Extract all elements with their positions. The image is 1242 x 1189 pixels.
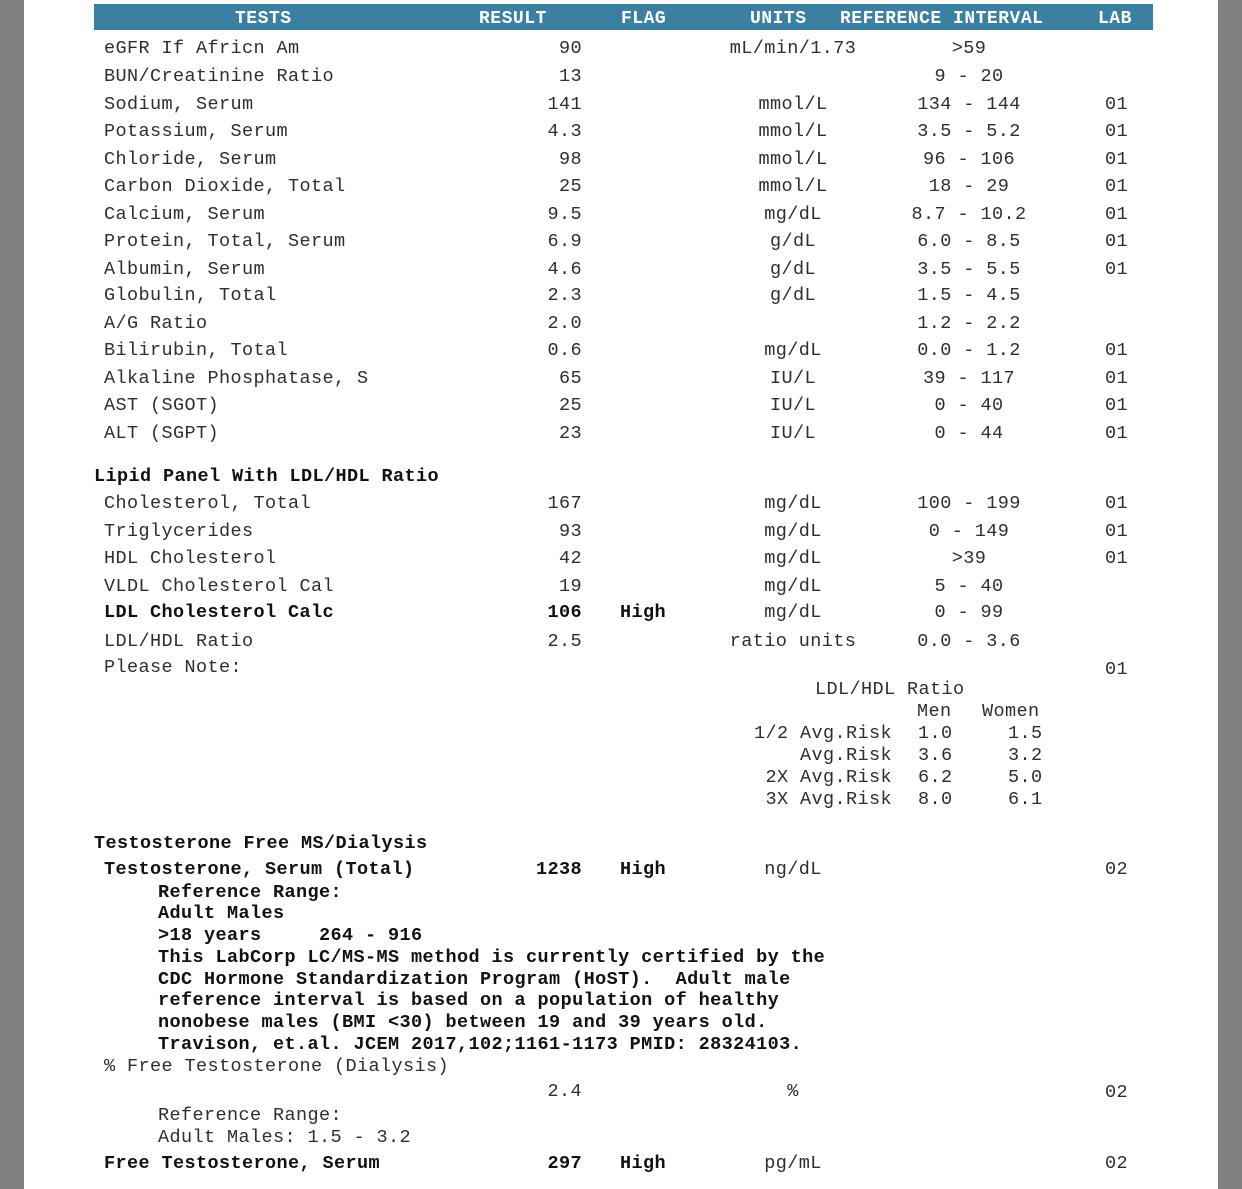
test-reference-interval: 0 - 40 <box>934 395 1004 416</box>
test-lab: 01 <box>1105 395 1129 416</box>
free-testosterone-result: 297 <box>547 1153 582 1174</box>
free-testosterone-flag: High <box>620 1153 667 1174</box>
please-note-lab: 01 <box>1105 659 1129 680</box>
test-name: AST (SGOT) <box>104 395 220 416</box>
test-reference-interval: 18 - 29 <box>928 176 1010 197</box>
test-name: HDL Cholesterol <box>104 548 277 569</box>
test-lab: 01 <box>1105 493 1129 514</box>
header-units: UNITS <box>750 9 807 29</box>
test-reference-interval: >59 <box>951 38 987 59</box>
table-header <box>94 4 1153 30</box>
test-lab: 01 <box>1105 521 1129 542</box>
test-result: 4.3 <box>547 121 582 142</box>
testosterone-serum-name: Testosterone, Serum (Total) <box>104 859 415 880</box>
test-lab: 01 <box>1105 204 1129 225</box>
test-lab: 01 <box>1105 231 1129 252</box>
test-reference-interval: 5 - 40 <box>934 576 1004 597</box>
test-units: mmol/L <box>758 94 828 115</box>
ratio-col-men: Men <box>917 701 952 722</box>
test-reference-interval: 3.5 - 5.2 <box>917 121 1021 142</box>
test-result: 13 <box>558 66 582 87</box>
test-lab: 01 <box>1105 548 1129 569</box>
test-units: mL/min/1.73 <box>729 38 857 59</box>
test-lab: 01 <box>1105 423 1129 444</box>
test-name: A/G Ratio <box>104 313 208 334</box>
test-reference-interval: 3.5 - 5.5 <box>917 259 1021 280</box>
testosterone-note-line: reference interval is based on a population of healthy <box>158 990 780 1011</box>
test-units: mg/dL <box>764 204 822 225</box>
test-name: Globulin, Total <box>104 285 277 306</box>
free-testosterone-lab: 02 <box>1105 1153 1129 1174</box>
test-units: g/dL <box>769 231 816 252</box>
test-name: VLDL Cholesterol Cal <box>104 576 335 597</box>
free-testosterone-name: Free Testosterone, Serum <box>104 1153 381 1174</box>
test-units: IU/L <box>769 368 816 389</box>
test-result: 2.3 <box>547 285 582 306</box>
header-lab: LAB <box>1098 9 1132 29</box>
test-result: 90 <box>558 38 582 59</box>
test-lab: 01 <box>1105 368 1129 389</box>
testosterone-note-line: Travison, et.al. JCEM 2017,102;1161-1173 PMID: 28324103. <box>158 1034 803 1055</box>
test-lab: 01 <box>1105 259 1129 280</box>
test-lab: 01 <box>1105 121 1129 142</box>
test-result: 2.0 <box>547 313 582 334</box>
test-name: Protein, Total, Serum <box>104 231 346 252</box>
test-reference-interval: 1.2 - 2.2 <box>917 313 1021 334</box>
test-result: 2.5 <box>547 631 582 652</box>
risk-women: 3.2 <box>1008 745 1043 766</box>
test-name: Calcium, Serum <box>104 204 266 225</box>
test-reference-interval: 134 - 144 <box>917 94 1021 115</box>
test-reference-interval: >39 <box>951 548 987 569</box>
test-reference-interval: 6.0 - 8.5 <box>917 231 1021 252</box>
test-result: 93 <box>558 521 582 542</box>
test-result: 19 <box>558 576 582 597</box>
test-name: Sodium, Serum <box>104 94 254 115</box>
testosterone-serum-lab: 02 <box>1105 859 1129 880</box>
test-reference-interval: 0 - 99 <box>934 602 1004 623</box>
test-reference-interval: 0 - 44 <box>934 423 1004 444</box>
test-lab: 01 <box>1105 340 1129 361</box>
test-units: ratio units <box>729 631 857 652</box>
test-name: Cholesterol, Total <box>104 493 312 514</box>
testosterone-note-line: >18 years 264 - 916 <box>158 925 423 946</box>
testosterone-note-line: Reference Range: <box>158 882 343 903</box>
pct-free-note-line: Reference Range: <box>158 1105 343 1126</box>
test-name: BUN/Creatinine Ratio <box>104 66 335 87</box>
free-testosterone-units: pg/mL <box>764 1153 822 1174</box>
test-lab: 01 <box>1105 149 1129 170</box>
risk-men: 1.0 <box>918 723 953 744</box>
test-result: 98 <box>558 149 582 170</box>
test-name: LDL Cholesterol Calc <box>104 602 335 623</box>
pct-free-note-line: Adult Males: 1.5 - 3.2 <box>158 1127 412 1148</box>
test-result: 4.6 <box>547 259 582 280</box>
test-units: mmol/L <box>758 149 828 170</box>
risk-label: Avg.Risk <box>799 745 892 766</box>
testosterone-note-line: This LabCorp LC/MS-MS method is currently certified by the <box>158 947 826 968</box>
test-reference-interval: 0.0 - 1.2 <box>917 340 1021 361</box>
test-name: eGFR If Africn Am <box>104 38 300 59</box>
test-units: mg/dL <box>764 521 822 542</box>
ratio-col-women: Women <box>982 701 1040 722</box>
pct-free-result: 2.4 <box>547 1081 582 1102</box>
test-result: 25 <box>558 395 582 416</box>
test-reference-interval: 39 - 117 <box>922 368 1015 389</box>
test-units: mg/dL <box>764 548 822 569</box>
test-result: 65 <box>558 368 582 389</box>
test-reference-interval: 9 - 20 <box>934 66 1004 87</box>
lipid-section-title: Lipid Panel With LDL/HDL Ratio <box>94 466 440 487</box>
risk-women: 1.5 <box>1008 723 1043 744</box>
header-result: RESULT <box>479 9 547 29</box>
test-lab: 01 <box>1105 94 1129 115</box>
test-units: IU/L <box>769 395 816 416</box>
test-units: g/dL <box>769 285 816 306</box>
risk-men: 6.2 <box>918 767 953 788</box>
test-result: 141 <box>547 94 582 115</box>
test-name: Carbon Dioxide, Total <box>104 176 346 197</box>
testosterone-note-line: CDC Hormone Standardization Program (HoST). Adult male <box>158 969 791 990</box>
risk-men: 3.6 <box>918 745 953 766</box>
header-reference-interval: REFERENCE INTERVAL <box>840 9 1044 29</box>
test-name: Potassium, Serum <box>104 121 289 142</box>
test-name: LDL/HDL Ratio <box>104 631 254 652</box>
test-units: mmol/L <box>758 176 828 197</box>
test-result: 23 <box>558 423 582 444</box>
risk-women: 6.1 <box>1008 789 1043 810</box>
ratio-table-title: LDL/HDL Ratio <box>815 679 965 700</box>
risk-men: 8.0 <box>918 789 953 810</box>
test-name: Bilirubin, Total <box>104 340 289 361</box>
test-units: mg/dL <box>764 576 822 597</box>
pct-free-lab: 02 <box>1105 1082 1129 1103</box>
test-result: 106 <box>547 602 582 623</box>
testosterone-serum-flag: High <box>620 859 667 880</box>
risk-women: 5.0 <box>1008 767 1043 788</box>
testosterone-note-line: nonobese males (BMI <30) between 19 and 39 years old. <box>158 1012 768 1033</box>
test-reference-interval: 0 - 149 <box>928 521 1010 542</box>
header-flag: FLAG <box>621 9 667 29</box>
risk-label: 1/2 Avg.Risk <box>753 723 892 744</box>
risk-label: 3X Avg.Risk <box>765 789 892 810</box>
test-result: 9.5 <box>547 204 582 225</box>
test-name: ALT (SGPT) <box>104 423 220 444</box>
testosterone-serum-units: ng/dL <box>764 859 822 880</box>
risk-label: 2X Avg.Risk <box>765 767 892 788</box>
header-tests: TESTS <box>235 9 292 29</box>
test-name: Triglycerides <box>104 521 254 542</box>
test-result: 6.9 <box>547 231 582 252</box>
test-reference-interval: 8.7 - 10.2 <box>911 204 1027 225</box>
test-units: mg/dL <box>764 602 822 623</box>
test-reference-interval: 96 - 106 <box>922 149 1015 170</box>
test-name: Chloride, Serum <box>104 149 277 170</box>
pct-free-label: % Free Testosterone (Dialysis) <box>104 1056 450 1077</box>
testosterone-note-line: Adult Males <box>158 903 285 924</box>
test-lab: 01 <box>1105 176 1129 197</box>
test-reference-interval: 0.0 - 3.6 <box>917 631 1021 652</box>
test-units: mg/dL <box>764 340 822 361</box>
test-result: 42 <box>558 548 582 569</box>
test-units: g/dL <box>769 259 816 280</box>
pct-free-units: % <box>787 1081 799 1102</box>
test-result: 167 <box>547 493 582 514</box>
test-reference-interval: 100 - 199 <box>917 493 1021 514</box>
test-flag: High <box>620 602 667 623</box>
test-result: 25 <box>558 176 582 197</box>
test-units: mg/dL <box>764 493 822 514</box>
test-name: Alkaline Phosphatase, S <box>104 368 369 389</box>
testosterone-serum-result: 1238 <box>535 859 582 880</box>
test-reference-interval: 1.5 - 4.5 <box>917 285 1021 306</box>
test-result: 0.6 <box>547 340 582 361</box>
test-units: IU/L <box>769 423 816 444</box>
test-name: Albumin, Serum <box>104 259 266 280</box>
please-note-label: Please Note: <box>104 657 243 678</box>
testosterone-section-title: Testosterone Free MS/Dialysis <box>94 833 428 854</box>
test-units: mmol/L <box>758 121 828 142</box>
